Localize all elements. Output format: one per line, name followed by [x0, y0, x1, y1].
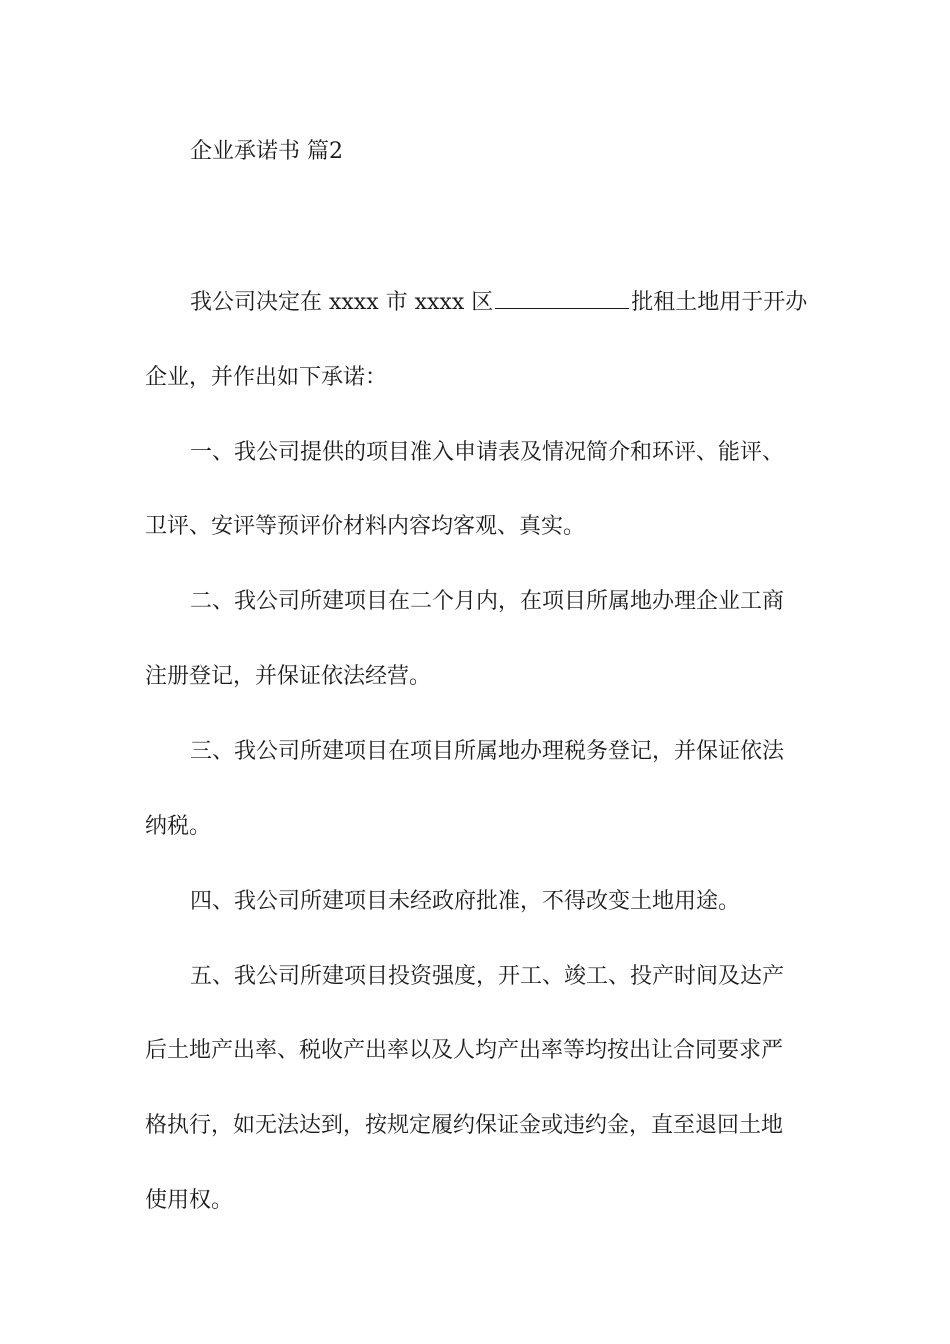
item1-line-2: 卫评、安评等预评价材料内容均客观、真实。 [145, 514, 586, 539]
item3-line-2: 纳税。 [145, 814, 212, 839]
intro-line-1 [190, 288, 807, 317]
item3-line-1: 三、我公司所建项目在项目所属地办理税务登记，并保证依法 [190, 739, 785, 764]
item5-line-1: 五、我公司所建项目投资强度，开工、竣工、投产时间及达产 [190, 964, 785, 989]
fill-in-blank [495, 288, 629, 309]
intro-prefix: 我公司决定在 xxxx 市 xxxx 区 [190, 290, 494, 315]
item5-line-3: 格执行，如无法达到，按规定履约保证金或违约金，直至退回土地 [145, 1113, 784, 1138]
intro-line-2: 企业，并作出如下承诺： [145, 365, 388, 390]
item2-line-1: 二、我公司所建项目在二个月内，在项目所属地办理企业工商 [190, 589, 785, 614]
intro-suffix: 批租土地用于开办 [631, 290, 808, 315]
item1-line-1: 一、我公司提供的项目准入申请表及情况简介和环评、能评、 [190, 440, 785, 465]
item4-line-1: 四、我公司所建项目未经政府批准，不得改变土地用途。 [190, 889, 741, 914]
item2-line-2: 注册登记，并保证依法经营。 [145, 664, 432, 689]
item5-line-2: 后土地产出率、税收产出率以及人均产出率等均按出让合同要求严 [145, 1038, 784, 1063]
document-title: 企业承诺书 篇2 [190, 139, 343, 164]
item5-line-4: 使用权。 [145, 1188, 234, 1213]
